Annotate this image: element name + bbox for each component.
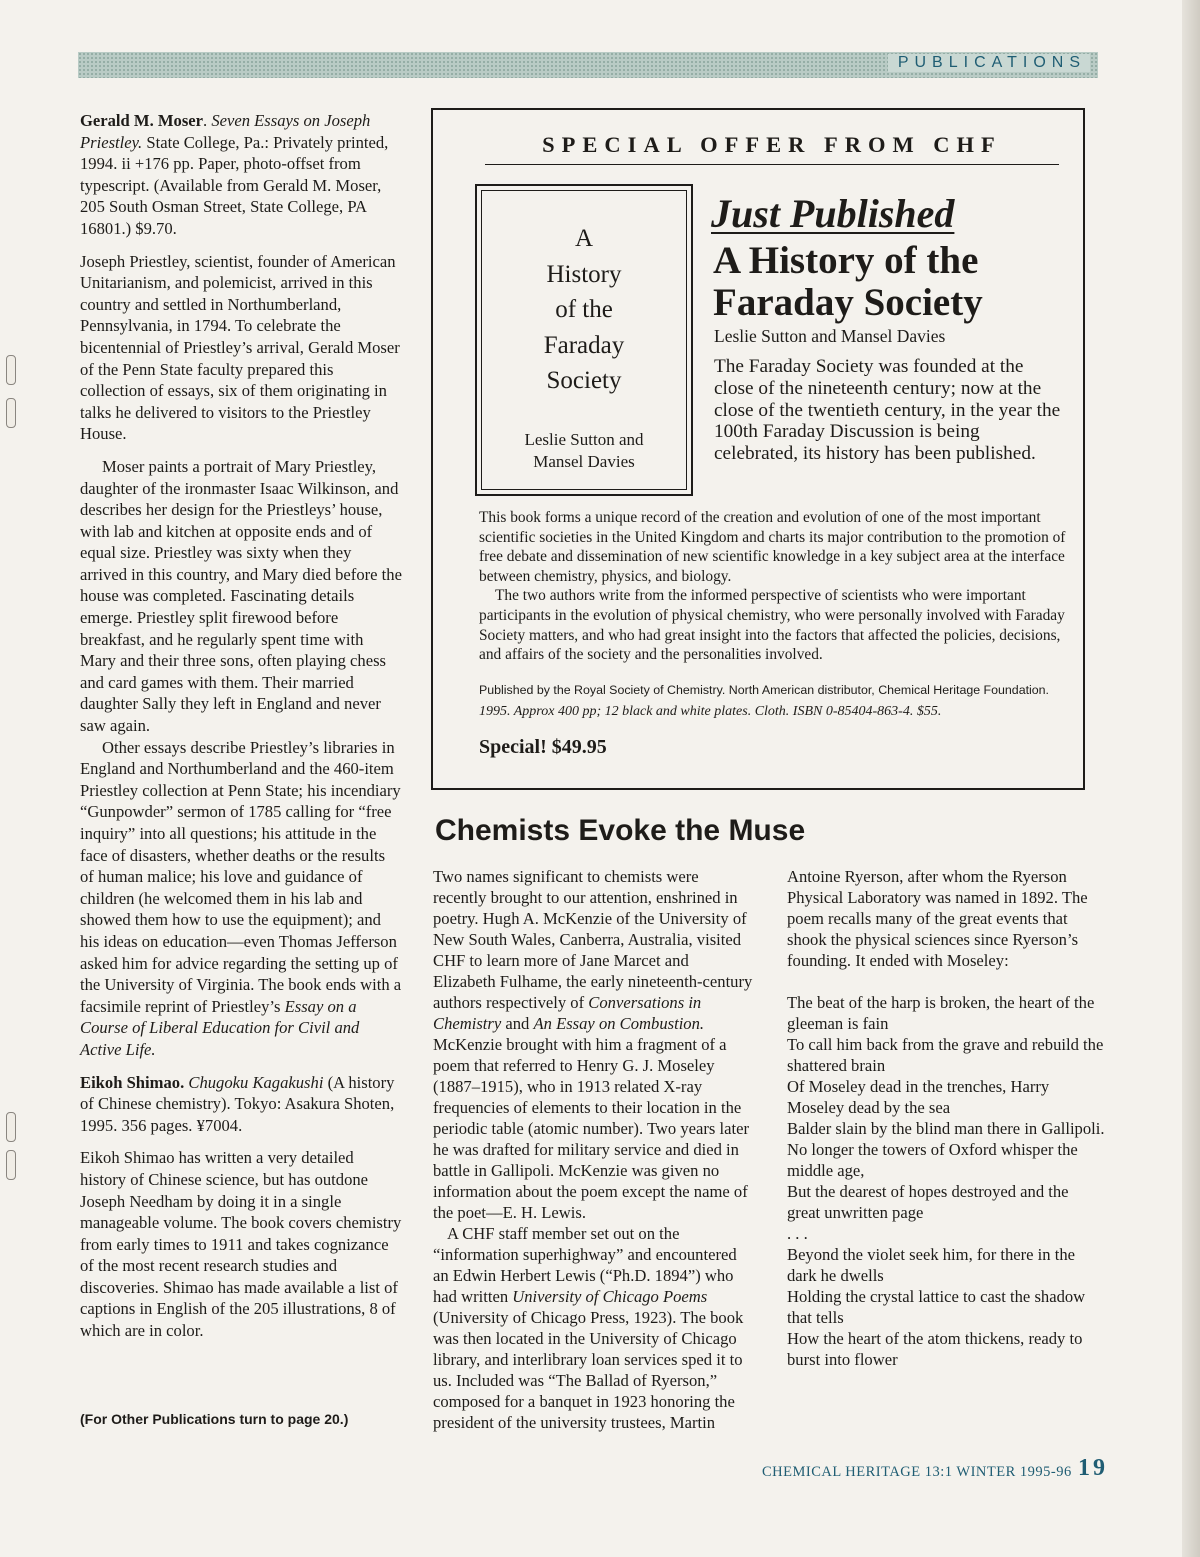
shimao-author: Eikoh Shimao. <box>80 1072 185 1092</box>
ad-book-title: A History of the Faraday Society <box>713 239 983 324</box>
moser-paragraph-3 <box>80 737 402 1061</box>
article-paragraph-2: A CHF staff member set out on the “information superhighway” and encountered an Edwin Herbert Lewis (“Ph.D. 1894”) who had written University of Chicago Poems (University of Chicago Press, 1923). The book was then located in the University of Chicago library, and interlibrary loan services sped it to us. Included was “The Ballad of Ryerson,” composed for a banquet in 1923 honoring the president of the university trustees, Martin <box>433 1224 744 1432</box>
ad-body-paragraph-2: The two authors write from the informed perspective of scientists who were important participants in the evolution of physical chemistry, who were personally involved with Faraday Society matters, and who had great insight into the factors that affected the policies, decisions, and affairs of the society and the personalities involved. <box>479 587 1065 664</box>
book-title-chicago-poems: University of Chicago Poems <box>512 1287 708 1306</box>
poem-line: Holding the crystal lattice to cast the shadow that tells <box>787 1287 1086 1327</box>
book-title-essay: An Essay on Combustion. <box>533 1014 705 1033</box>
left-column <box>80 110 402 1353</box>
ad-details: 1995. Approx 400 pp; 12 black and white plates. Cloth. ISBN 0-85404-863-4. $55. <box>479 704 942 719</box>
book-cover-title: A History of the Faraday Society <box>543 225 625 394</box>
ad-authors: Leslie Sutton and Mansel Davies <box>714 326 946 346</box>
binder-hole-mark <box>6 1150 16 1180</box>
moser-title: Seven Essays on Joseph Priestley. <box>80 111 371 152</box>
poem-line: Beyond the violet seek him, for there in the dark he dwells <box>787 1245 1076 1285</box>
just-published-heading: Just Published <box>711 191 955 236</box>
section-label: PUBLICATIONS <box>888 54 1090 72</box>
ad-title: SPECIAL OFFER FROM CHF <box>485 132 1059 165</box>
ad-lede: The Faraday Society was founded at the close of the nineteenth century; now at the close of the twentieth century, in the year the 100th Faraday Discussion is being celebrated, its history has been published. <box>714 356 1061 465</box>
poem-line: No longer the towers of Oxford whisper the middle age, <box>787 1140 1078 1180</box>
shimao-title: Chugoku Kagakushi <box>188 1072 324 1092</box>
poem-line: How the heart of the atom thickens, ready to burst into flower <box>787 1329 1083 1369</box>
special-offer-ad <box>431 108 1085 790</box>
article-heading: Chemists Evoke the Muse <box>435 814 806 847</box>
book-cover <box>475 184 693 496</box>
poem-line: Of Moseley dead in the trenches, Harry Moseley dead by the sea <box>787 1077 1050 1117</box>
moser-citation: State College, Pa.: Privately printed, 1994. ii +176 pp. Paper, photo-offset from typescript. (Available from Gerald M. Moser, 205 South Osman Street, State College, PA 16801.) $9.70. <box>80 132 389 238</box>
ad-body-paragraph-1: This book forms a unique record of the creation and evolution of one of the most important scientific societies in the United Kingdom and charts its major contribution to the promotion of free debate and dissemination of new scientific knowledge in a key subject area at the interface between chemistry, physics, and biology. <box>479 509 1066 585</box>
moser-paragraph-2: Moser paints a portrait of Mary Priestley, daughter of the ironmaster Isaac Wilkinson, and describes her design for the Priestleys’ house, with lab and kitchen at opposite ends and of equal size. Priestley was sixty when they arrived in this country, and Mary died before the house was completed. Fascinating details emerge. Priestley split firewood before breakfast, and he regularly spent time with Mary and their three sons, often playing chess and card games with them. Their married daughter Sally they left in England and never saw again. <box>80 456 402 736</box>
ad-special-price: Special! $49.95 <box>479 736 607 758</box>
page-edge <box>1182 0 1200 1557</box>
binder-hole-mark <box>6 1112 16 1142</box>
poem <box>787 992 1105 1370</box>
binder-hole-mark <box>6 398 16 428</box>
article-column-2 <box>787 866 1105 1370</box>
moser-paragraph-1: Joseph Priestley, scientist, founder of American Unitarianism, and polemicist, arrived in this country and settled in Northumberland, Pennsylvania, in 1794. To celebrate the bicentennial of Priestley’s arrival, Gerald Moser of the Penn State faculty prepared this collection of essays, six of them originating in talks he delivered to visitors to the Priestley House. <box>80 251 400 444</box>
moser-essay-title: Essay on a Course of Liberal Education for Civil and Active Life. <box>80 996 360 1059</box>
binder-hole-mark <box>6 355 16 385</box>
section-header-band <box>78 52 1098 78</box>
article-column-1 <box>433 866 755 1433</box>
poem-line: To call him back from the grave and rebuild the shattered brain <box>787 1035 1104 1075</box>
moser-author: Gerald M. Moser <box>80 111 204 130</box>
article-paragraph-1: Two names significant to chemists were recently brought to our attention, enshrined in poetry. Hugh A. McKenzie of the University of New South Wales, Canberra, Australia, visited CHF to learn more of Jane Marcet and Elizabeth Fulhame, the early nineteenth-century authors respectively of Conversations in Chemistry and An Essay on Combustion. McKenzie brought with him a fragment of a poem that referred to Henry G. J. Moseley (1887–1915), who in 1913 related X-ray frequencies of elements to their location in the periodic table (atomic number). Two years later he was drafted for military service and died in battle in Gallipoli. McKenzie was given no information about the poem except the name of the poet—E. H. Lewis. <box>433 867 753 1222</box>
shimao-entry <box>80 1072 402 1137</box>
continued-note: (For Other Publications turn to page 20.) <box>80 1411 349 1427</box>
shimao-citation: (A history of Chinese chemistry). Tokyo: Asakura Shoten, 1995. 356 pages. ¥7004. <box>80 1072 395 1135</box>
page-number: 19 <box>1078 1455 1108 1481</box>
poem-line: But the dearest of hopes destroyed and the great unwritten page <box>787 1182 1069 1222</box>
ad-publication-info <box>479 680 1089 722</box>
journal-footer: CHEMICAL HERITAGE 13:1 WINTER 1995-96 <box>762 1464 1072 1480</box>
moser-paragraph-3-text: Other essays describe Priestley’s libraries in England and Northumberland and the 460-item Priestley collection at Penn State; his incendiary “Gunpowder” sermon of 1785 calling for “free inquiry” into all questions; his attitude in the face of disasters, whether deaths or the results of human malice; his love and guidance of children (he welcomed them in his lab and showed them how to use the equipment); and his ideas on education—even Thomas Jefferson asked him for advice regarding the setting up of the University of Virginia. The book ends with a facsimile reprint of Priestley’s <box>80 737 402 1016</box>
ad-body <box>479 508 1079 665</box>
article-paragraph-2-continued: Antoine Ryerson, after whom the Ryerson Physical Laboratory was named in 1892. The poem recalls many of the great events that shook the physical sciences since Ryerson’s founding. It ended with Moseley: <box>787 867 1088 970</box>
poem-line: The beat of the harp is broken, the heart of the gleeman is fain <box>787 993 1095 1033</box>
ad-publisher: Published by the Royal Society of Chemistry. North American distributor, Chemical Heritage Foundation. <box>479 683 1050 697</box>
poem-line: Balder slain by the blind man there in Gallipoli. <box>787 1119 1105 1138</box>
book-cover-authors: Leslie Sutton and Mansel Davies <box>524 429 644 471</box>
moser-entry: Gerald M. Moser. Seven Essays on Joseph Priestley. State College, Pa.: Privately printed, 1994. ii +176 pp. Paper, photo-offset from typescript. (Available from Gerald M. Moser, 205 South Osman Street, State College, PA 16801.) $9.70. <box>80 111 389 238</box>
poem-line: . . . <box>787 1224 808 1243</box>
shimao-paragraph-1: Eikoh Shimao has written a very detailed history of Chinese science, but has outdone Joseph Needham by doing it in a single manageable volume. The book covers chemistry from early times to 1911 and takes cognizance of the most recent research studies and discoveries. Shimao has made available a list of captions in English of the 205 illustrations, 8 of which are in color. <box>80 1148 402 1341</box>
book-title-conversations: Conversations in Chemistry <box>433 993 702 1033</box>
